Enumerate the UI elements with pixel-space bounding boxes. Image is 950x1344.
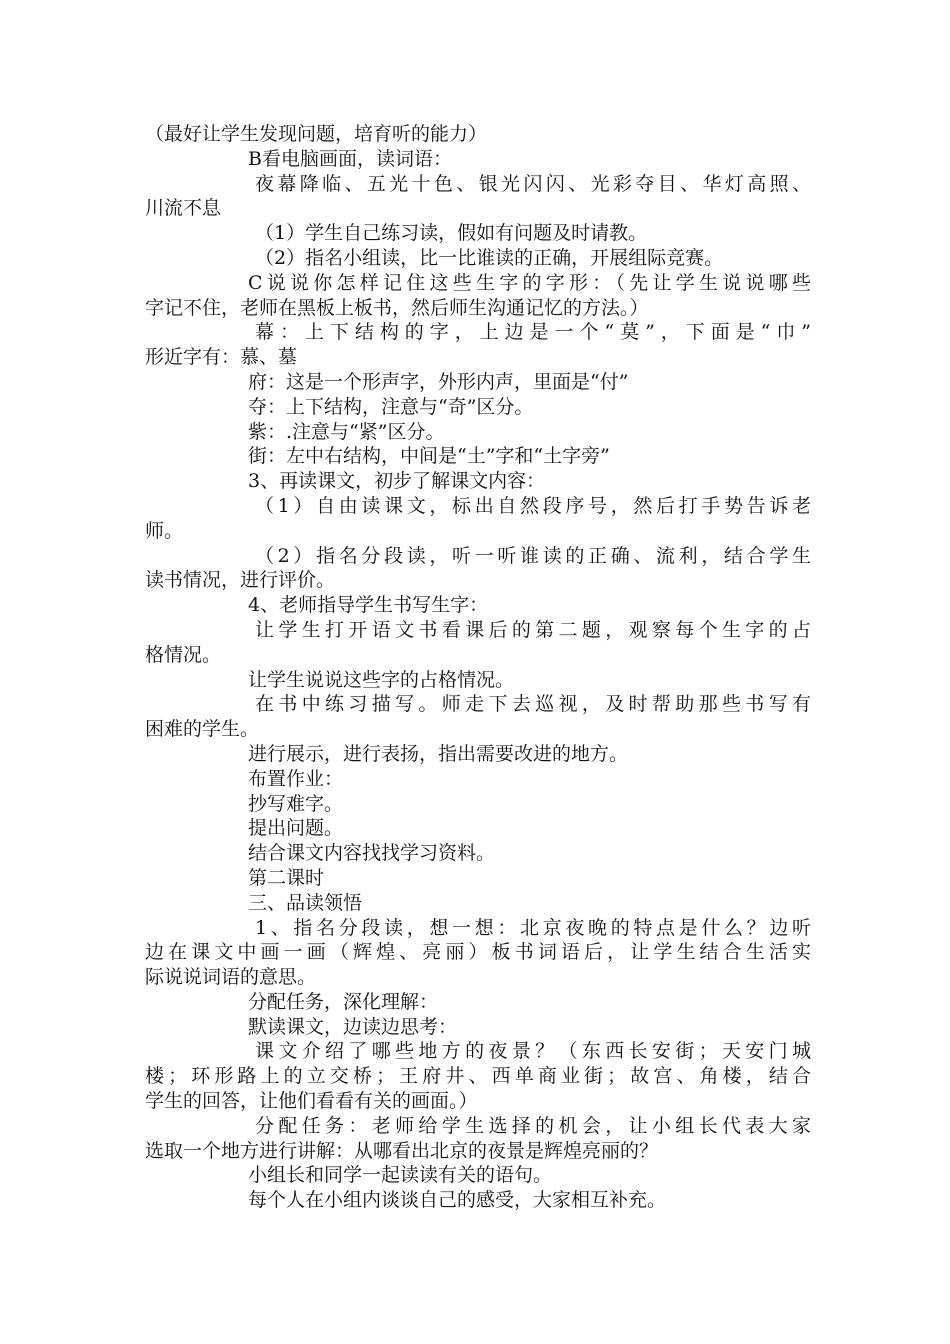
text-line: 每个人在小组内谈谈自己的感受，大家相互补充。 [248,1189,667,1212]
text-line: 1、指名分段读，想一想：北京夜晚的特点是什么？边听 [255,916,811,939]
text-line: 让学生打开语文书看课后的第二题，观察每个生字的占 [255,618,811,641]
text-line: 楼；环形路上的立交桥；王府井、西单商业街；故宫、角楼，结合 [145,1065,811,1088]
text-line: C说说你怎样记住这些生字的字形：（先让学生说说哪些 [248,271,811,294]
text-line: （1）自由读课文，标出自然段序号，然后打手势告诉老 [255,494,811,517]
text-line: 夜幕降临、五光十色、银光闪闪、光彩夺目、华灯高照、 [255,172,811,195]
text-line: 在书中练习描写。师走下去巡视，及时帮助那些书写有 [255,693,811,716]
text-line: 紫：.注意与“紧”区分。 [248,420,445,443]
text-line: 选取一个地方进行讲解：从哪看出北京的夜景是辉煌亮丽的？ [145,1139,659,1162]
text-line: 提出问题。 [248,817,344,840]
text-line: 际说说词语的意思。 [145,966,317,989]
text-line: 困难的学生。 [145,718,260,741]
text-line: 抄写难字。 [248,792,344,815]
text-line: 默读课文，边读边思考： [248,1015,458,1038]
text-line: 进行展示，进行表扬，指出需要改进的地方。 [248,742,629,765]
text-line: 夺：上下结构，注意与“奇”区分。 [248,395,534,418]
text-line: 分配任务：老师给学生选择的机会，让小组长代表大家 [255,1114,811,1137]
text-line: 读书情况，进行评价。 [145,569,336,592]
section-heading: 三、品读领悟 [248,891,363,914]
text-line: 让学生说说这些字的占格情况。 [248,668,515,691]
text-line: 小组长和同学一起读读有关的语句。 [248,1164,553,1187]
text-line: 学生的回答，让他们看看有关的画面。） [145,1090,478,1113]
text-line: 课文介绍了哪些地方的夜景？（东西长安街；天安门城 [255,1040,811,1063]
text-line: 川流不息 [145,197,222,220]
text-line: B看电脑画面，读词语： [248,147,452,170]
text-line: 3、再读课文，初步了解课文内容： [248,470,546,493]
text-line: 字记不住，老师在黑板上板书，然后师生沟通记忆的方法。） [145,296,649,319]
text-line: （2）指名分段读，听一听谁读的正确、流利，结合学生 [255,544,811,567]
text-line: 府：这是一个形声字，外形内声，里面是“付” [248,370,629,393]
text-line: 边在课文中画一画（辉煌、亮丽）板书词语后，让学生结合生活实 [145,941,811,964]
text-line: 幕：上下结构的字，上边是一个“莫”，下面是“巾” [255,321,811,344]
text-line: 4、老师指导学生书写生字： [248,594,489,617]
text-line: 格情况。 [145,643,222,666]
text-line: （最好让学生发现问题，培育听的能力） [145,123,488,145]
text-line: （1）学生自己练习读，假如有问题及时请教。 [255,222,648,245]
text-line: 结合课文内容找找学习资料。 [248,842,496,865]
text-line: 形近字有：慕、墓 [145,346,298,369]
text-line: 分配任务，深化理解： [248,990,439,1013]
document-body [145,122,811,1213]
section-heading: 第二课时 [248,866,325,889]
text-line: 布置作业： [248,767,344,790]
text-line: 街：左中右结构，中间是“土”字和“土字旁” [248,445,610,468]
text-line: （2）指名小组读，比一比谁读的正确，开展组际竞赛。 [255,246,724,269]
text-line: 师。 [145,519,184,542]
